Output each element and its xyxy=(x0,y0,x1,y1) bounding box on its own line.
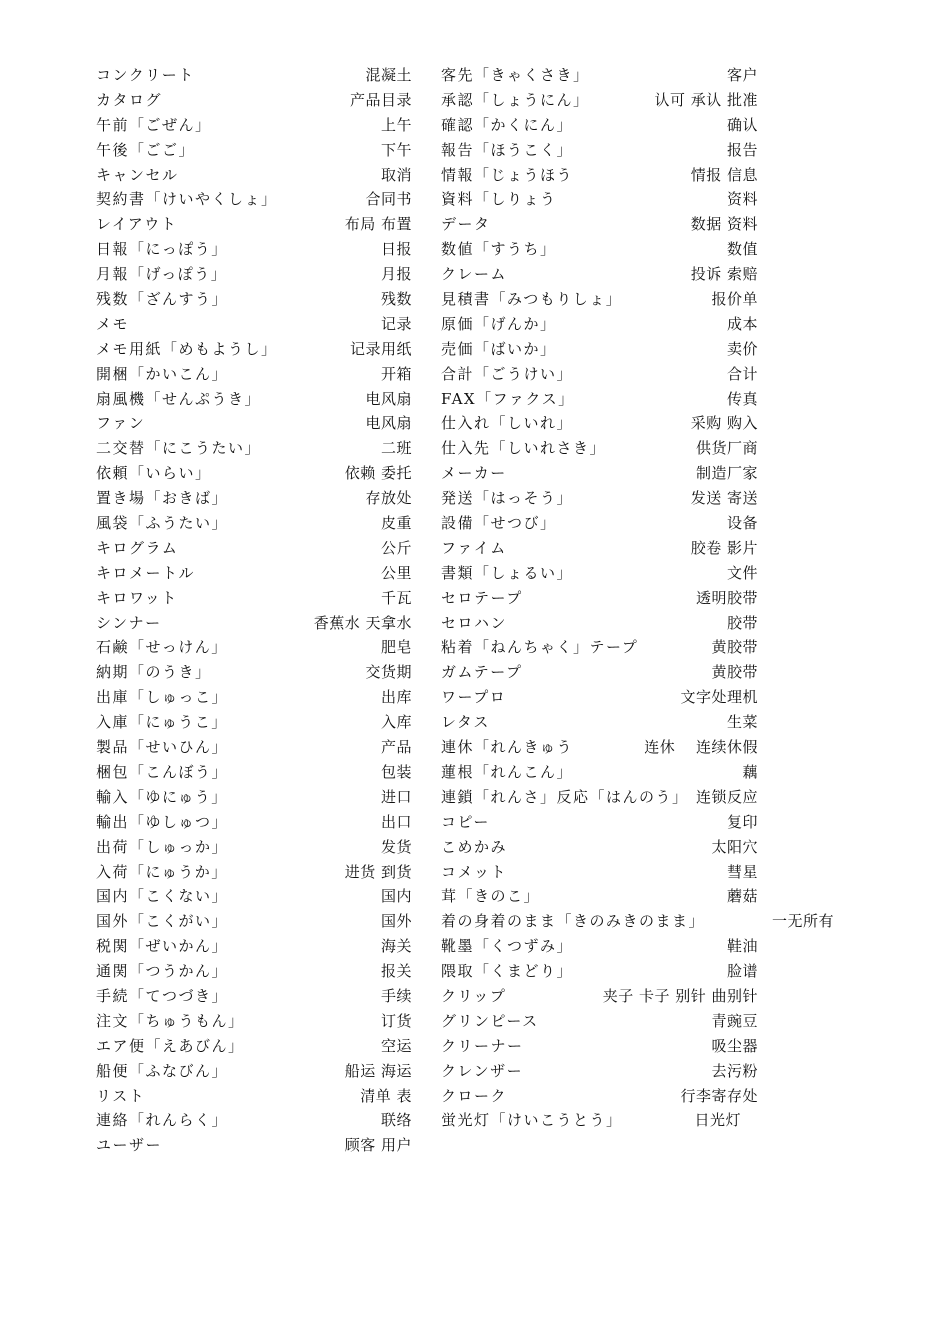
vocab-row xyxy=(96,760,412,785)
japanese-term: 船便「ふなびん」 xyxy=(96,1061,229,1080)
japanese-term: 粘着「ねんちゃく」テープ xyxy=(441,638,639,657)
vocab-row xyxy=(96,660,412,685)
chinese-translation: 清单 表 xyxy=(360,1086,412,1105)
japanese-term: コピー xyxy=(441,812,490,831)
vocab-row xyxy=(96,635,412,660)
chinese-translation: 月报 xyxy=(380,265,412,284)
japanese-term: FAX「ファクス」 xyxy=(441,389,575,408)
chinese-translation: 胶卷 影片 xyxy=(690,538,758,557)
chinese-translation: 客户 xyxy=(726,66,758,84)
vocab-row xyxy=(96,411,412,436)
japanese-term: ファイム xyxy=(441,538,507,557)
vocab-row xyxy=(96,561,412,586)
japanese-term: 仕入れ「しいれ」 xyxy=(441,414,574,433)
japanese-term: 依頼「いらい」 xyxy=(96,464,212,483)
japanese-term: セロハン xyxy=(441,613,508,632)
vocab-row xyxy=(96,511,412,536)
chinese-translation: 资料 xyxy=(726,190,758,209)
japanese-term: ガムテープ xyxy=(441,663,523,682)
japanese-term: エア便「えあびん」 xyxy=(96,1036,245,1055)
chinese-translation: 进货 到货 xyxy=(344,862,412,881)
chinese-translation: 船运 海运 xyxy=(344,1061,412,1080)
chinese-translation: 报价单 xyxy=(711,290,758,309)
vocab-row xyxy=(96,337,412,362)
vocab-row xyxy=(96,436,412,461)
japanese-term: 確認「かくにん」 xyxy=(441,115,574,134)
vocab-row xyxy=(96,611,412,636)
chinese-translation: 出库 xyxy=(380,688,412,707)
vocab-row xyxy=(96,212,412,237)
japanese-term: 国外「こくがい」 xyxy=(96,912,229,931)
vocab-row xyxy=(96,835,412,860)
vocab-row xyxy=(441,1059,758,1084)
japanese-term: 発送「はっそう」 xyxy=(441,489,574,508)
chinese-translation: 藕 xyxy=(742,762,758,781)
chinese-translation: 采购 购入 xyxy=(690,414,758,433)
vocab-row xyxy=(441,810,758,835)
vocab-row xyxy=(441,934,758,959)
vocab-row xyxy=(96,88,412,113)
chinese-translation: 鞋油 xyxy=(726,937,758,956)
japanese-term: 残数「ざんすう」 xyxy=(96,290,229,309)
japanese-term: キャンセル xyxy=(96,165,179,184)
chinese-translation: 电风扇 xyxy=(365,414,412,433)
japanese-term: シンナー xyxy=(96,613,162,632)
japanese-term: 製品「せいひん」 xyxy=(96,738,229,757)
vocab-row xyxy=(96,685,412,710)
japanese-term: 出荷「しゅっか」 xyxy=(96,837,229,856)
japanese-term: クリップ xyxy=(441,986,507,1005)
japanese-term: セロテープ xyxy=(441,588,523,607)
japanese-term: 国内「こくない」 xyxy=(96,887,229,906)
japanese-term: キロメートル xyxy=(96,563,196,582)
japanese-term: 売価「ばいか」 xyxy=(441,339,557,358)
chinese-translation: 公里 xyxy=(380,563,412,582)
chinese-translation: 空运 xyxy=(380,1036,412,1055)
chinese-translation: 香蕉水 天拿水 xyxy=(313,613,412,632)
chinese-translation: 夹子 卡子 别针 曲别针 xyxy=(602,986,758,1005)
japanese-term: 開梱「かいこん」 xyxy=(96,364,229,383)
japanese-term: 蓮根「れんこん」 xyxy=(441,762,574,781)
chinese-translation: 海关 xyxy=(380,937,412,956)
chinese-translation: 制造厂家 xyxy=(695,464,758,483)
chinese-translation: 太阳穴 xyxy=(711,837,758,856)
vocab-row xyxy=(96,461,412,486)
vocab-row xyxy=(441,461,758,486)
chinese-translation: 黄胶带 xyxy=(711,663,758,682)
japanese-term: キロワット xyxy=(96,588,178,607)
vocab-row xyxy=(96,486,412,511)
vocab-row xyxy=(441,586,758,611)
japanese-term: メモ xyxy=(96,314,130,333)
vocab-row xyxy=(96,785,412,810)
vocab-row xyxy=(96,536,412,561)
chinese-translation: 供货厂商 xyxy=(695,439,758,458)
japanese-term: 石鹸「せっけん」 xyxy=(96,638,228,657)
vocab-row xyxy=(441,611,758,636)
vocab-row xyxy=(441,337,758,362)
japanese-term: 契約書「けいやくしょ」 xyxy=(96,190,278,209)
vocab-row xyxy=(441,187,758,212)
japanese-term: 承認「しょうにん」 xyxy=(441,90,590,109)
chinese-translation: 行李寄存处 xyxy=(680,1086,758,1105)
chinese-translation: 出口 xyxy=(380,812,412,831)
chinese-translation: 胶带 xyxy=(726,613,758,632)
vocab-row xyxy=(96,1059,412,1084)
chinese-translation: 确认 xyxy=(726,115,758,134)
japanese-term: 注文「ちゅうもん」 xyxy=(96,1011,245,1030)
vocab-row xyxy=(441,660,758,685)
vocab-row xyxy=(96,138,412,163)
japanese-term: クリーナー xyxy=(441,1036,524,1055)
chinese-translation: 日光灯 xyxy=(694,1111,741,1130)
vocab-row xyxy=(441,287,758,312)
vocab-row xyxy=(441,511,758,536)
chinese-translation: 黄胶带 xyxy=(711,638,758,657)
chinese-translation: 文字处理机 xyxy=(680,688,758,707)
chinese-translation: 报关 xyxy=(380,962,412,981)
vocab-row xyxy=(441,735,758,760)
chinese-translation: 透明胶带 xyxy=(695,588,758,607)
vocab-row xyxy=(96,1034,412,1059)
vocab-row xyxy=(96,959,412,984)
chinese-translation: 合同书 xyxy=(365,190,412,209)
vocab-row xyxy=(441,1034,758,1059)
chinese-translation: 传真 xyxy=(726,389,758,408)
japanese-term: 入荷「にゅうか」 xyxy=(96,862,228,881)
vocab-row xyxy=(441,138,758,163)
vocab-row xyxy=(441,212,758,237)
japanese-term: 原価「げんか」 xyxy=(441,314,557,333)
vocab-row xyxy=(96,163,412,188)
japanese-term: レタス xyxy=(441,713,490,732)
chinese-translation: 吸尘器 xyxy=(711,1036,758,1055)
japanese-term: 見積書「みつもりしょ」 xyxy=(441,290,623,309)
vocab-row xyxy=(441,1084,758,1109)
chinese-translation: 产品目录 xyxy=(349,90,412,109)
chinese-translation: 数据 资料 xyxy=(690,215,758,234)
japanese-term: 通関「つうかん」 xyxy=(96,962,229,981)
vocab-row xyxy=(96,312,412,337)
japanese-term: 輸出「ゆしゅつ」 xyxy=(96,812,229,831)
japanese-term: 午前「ごぜん」 xyxy=(96,115,212,134)
chinese-translation: 残数 xyxy=(380,290,412,309)
japanese-term: 設備「せつび」 xyxy=(441,514,557,533)
japanese-term: 入庫「にゅうこ」 xyxy=(96,713,228,732)
japanese-term: 置き場「おきば」 xyxy=(96,489,229,508)
vocab-row xyxy=(441,88,758,113)
japanese-term: 午後「ごご」 xyxy=(96,140,196,159)
japanese-term: レイアウト xyxy=(96,215,178,234)
chinese-translation: 进口 xyxy=(380,787,412,806)
japanese-term: ワープロ xyxy=(441,688,507,707)
vocab-row xyxy=(441,785,758,810)
chinese-translation: 皮重 xyxy=(380,514,412,533)
chinese-translation: 青豌豆 xyxy=(711,1011,758,1030)
chinese-translation: 去污粉 xyxy=(711,1061,758,1080)
chinese-translation: 情报 信息 xyxy=(690,165,758,184)
japanese-term: 風袋「ふうたい」 xyxy=(96,514,229,533)
vocab-row xyxy=(96,735,412,760)
japanese-term: 仕入先「しいれさき」 xyxy=(441,439,607,458)
chinese-translation: 国内 xyxy=(380,887,412,906)
japanese-term: メモ用紙「めもようし」 xyxy=(96,339,278,358)
vocab-row xyxy=(441,561,758,586)
japanese-term: ユーザー xyxy=(96,1136,163,1155)
japanese-term: 税関「ぜいかん」 xyxy=(96,937,229,956)
vocab-row xyxy=(441,63,758,88)
japanese-term: 連鎖「れんさ」反応「はんのう」 xyxy=(441,787,689,806)
vocab-row xyxy=(96,884,412,909)
chinese-translation: 卖价 xyxy=(726,339,758,358)
chinese-translation: 复印 xyxy=(726,812,758,831)
vocab-row xyxy=(441,984,758,1009)
vocab-row xyxy=(96,909,412,934)
chinese-translation: 记录 xyxy=(380,314,412,333)
chinese-translation: 设备 xyxy=(726,514,758,533)
chinese-translation: 包装 xyxy=(380,762,412,781)
left-column xyxy=(96,63,412,1158)
japanese-term: 茸「きのこ」 xyxy=(441,887,541,906)
chinese-translation: 开箱 xyxy=(380,364,412,383)
chinese-translation: 连锁反应 xyxy=(695,787,758,806)
vocab-row xyxy=(441,436,758,461)
chinese-translation: 下午 xyxy=(380,140,412,159)
japanese-term: リスト xyxy=(96,1086,146,1105)
chinese-translation: 报告 xyxy=(726,140,758,159)
japanese-term: クローク xyxy=(441,1086,508,1105)
vocab-row xyxy=(96,1009,412,1034)
vocab-row xyxy=(96,362,412,387)
chinese-translation: 二班 xyxy=(380,439,412,458)
japanese-term: クレンザー xyxy=(441,1061,524,1080)
japanese-term: こめかみ xyxy=(441,837,508,856)
chinese-translation: 发货 xyxy=(380,837,412,856)
japanese-term: 二交替「にこうたい」 xyxy=(96,439,262,458)
vocab-row xyxy=(441,387,758,412)
chinese-translation: 混凝土 xyxy=(365,66,412,84)
vocab-row xyxy=(441,486,758,511)
japanese-term: 靴墨「くつずみ」 xyxy=(441,937,574,956)
vocab-row xyxy=(441,163,758,188)
vocab-row xyxy=(96,1084,412,1109)
japanese-term: カタログ xyxy=(96,90,163,109)
japanese-term: データ xyxy=(441,215,491,234)
japanese-term: 出庫「しゅっこ」 xyxy=(96,688,229,707)
vocab-row xyxy=(96,586,412,611)
japanese-term: コメット xyxy=(441,862,508,881)
chinese-translation: 手续 xyxy=(380,986,412,1005)
vocab-row xyxy=(441,262,758,287)
chinese-translation: 连休 连续休假 xyxy=(644,738,758,757)
japanese-term: 梱包「こんぼう」 xyxy=(96,762,229,781)
japanese-term: 連休「れんきゅう xyxy=(441,738,574,757)
vocab-row xyxy=(441,237,758,262)
chinese-translation: 顾客 用户 xyxy=(344,1136,412,1155)
japanese-term: 客先「きゃくさき」 xyxy=(441,66,590,84)
vocab-row xyxy=(96,287,412,312)
japanese-term: キログラム xyxy=(96,538,179,557)
chinese-translation: 依赖 委托 xyxy=(344,464,412,483)
japanese-term: 資料「しりょう xyxy=(441,190,557,209)
vocab-row xyxy=(441,312,758,337)
vocab-row xyxy=(441,710,758,735)
japanese-term: 合計「ごうけい」 xyxy=(441,364,574,383)
chinese-translation: 联络 xyxy=(380,1111,412,1130)
japanese-term: 日報「にっぽう」 xyxy=(96,240,228,259)
vocab-row xyxy=(96,237,412,262)
japanese-term: 隈取「くまどり」 xyxy=(441,962,574,981)
vocab-row xyxy=(441,835,758,860)
japanese-term: 月報「げっぽう」 xyxy=(96,265,228,284)
chinese-translation: 一无所有 xyxy=(771,912,834,931)
japanese-term: 書類「しょるい」 xyxy=(441,563,574,582)
right-column xyxy=(441,63,834,1133)
vocab-row xyxy=(441,685,758,710)
vocab-row xyxy=(96,187,412,212)
vocab-row xyxy=(96,934,412,959)
japanese-term: 扇風機「せんぷうき」 xyxy=(96,389,262,408)
vocab-row xyxy=(441,884,758,909)
vocab-row xyxy=(441,635,758,660)
japanese-term: 数値「すうち」 xyxy=(441,240,557,259)
chinese-translation: 取消 xyxy=(380,165,412,184)
chinese-translation: 生菜 xyxy=(726,713,758,732)
chinese-translation: 成本 xyxy=(726,314,758,333)
chinese-translation: 产品 xyxy=(380,738,412,757)
vocab-row xyxy=(96,1108,412,1133)
japanese-term: 報告「ほうこく」 xyxy=(441,140,574,159)
chinese-translation: 文件 xyxy=(726,563,758,582)
japanese-term: コンクリート xyxy=(96,66,195,84)
chinese-translation: 国外 xyxy=(380,912,412,931)
vocab-row xyxy=(96,262,412,287)
vocab-row xyxy=(441,113,758,138)
vocab-row xyxy=(441,362,758,387)
vocab-row xyxy=(96,810,412,835)
japanese-term: 連絡「れんらく」 xyxy=(96,1111,229,1130)
chinese-translation: 订货 xyxy=(380,1011,412,1030)
vocab-row xyxy=(441,1108,758,1133)
vocab-row xyxy=(96,113,412,138)
japanese-term: 着の身着のまま「きのみきのまま」 xyxy=(441,912,706,931)
vocab-row xyxy=(96,710,412,735)
chinese-translation: 发送 寄送 xyxy=(690,489,758,508)
japanese-term: 蛍光灯「けいこうとう」 xyxy=(441,1111,623,1130)
chinese-translation: 肥皂 xyxy=(380,638,412,657)
vocab-row xyxy=(441,411,758,436)
chinese-translation: 脸谱 xyxy=(726,962,758,981)
chinese-translation: 入库 xyxy=(380,713,412,732)
chinese-translation: 布局 布置 xyxy=(344,215,412,234)
chinese-translation: 上午 xyxy=(380,115,412,134)
vocab-row xyxy=(96,63,412,88)
vocab-row xyxy=(96,1133,412,1158)
vocab-row xyxy=(96,387,412,412)
chinese-translation: 彗星 xyxy=(726,862,758,881)
japanese-term: ファン xyxy=(96,414,146,433)
japanese-term: 情報「じょうほう xyxy=(441,165,574,184)
vocab-row xyxy=(441,909,834,934)
vocab-row xyxy=(96,860,412,885)
japanese-term: 輸入「ゆにゅう」 xyxy=(96,787,228,806)
japanese-term: クレーム xyxy=(441,265,508,284)
chinese-translation: 记录用纸 xyxy=(349,339,412,358)
vocab-row xyxy=(441,1009,758,1034)
chinese-translation: 交货期 xyxy=(365,663,412,682)
chinese-translation: 认可 承认 批准 xyxy=(654,90,758,109)
japanese-term: 手続「てつづき」 xyxy=(96,986,229,1005)
japanese-term: 納期「のうき」 xyxy=(96,663,212,682)
vocab-row xyxy=(96,984,412,1009)
chinese-translation: 公斤 xyxy=(380,538,412,557)
vocab-row xyxy=(441,536,758,561)
chinese-translation: 电风扇 xyxy=(365,389,412,408)
vocab-row xyxy=(441,760,758,785)
chinese-translation: 蘑菇 xyxy=(726,887,758,906)
japanese-term: グリンピース xyxy=(441,1011,539,1030)
vocab-row xyxy=(441,959,758,984)
vocab-row xyxy=(441,860,758,885)
chinese-translation: 投诉 索赔 xyxy=(690,265,758,284)
chinese-translation: 数值 xyxy=(726,240,758,259)
japanese-term: メーカー xyxy=(441,464,507,483)
chinese-translation: 千瓦 xyxy=(380,588,412,607)
chinese-translation: 日报 xyxy=(380,240,412,259)
chinese-translation: 合计 xyxy=(726,364,758,383)
chinese-translation: 存放处 xyxy=(365,489,412,508)
